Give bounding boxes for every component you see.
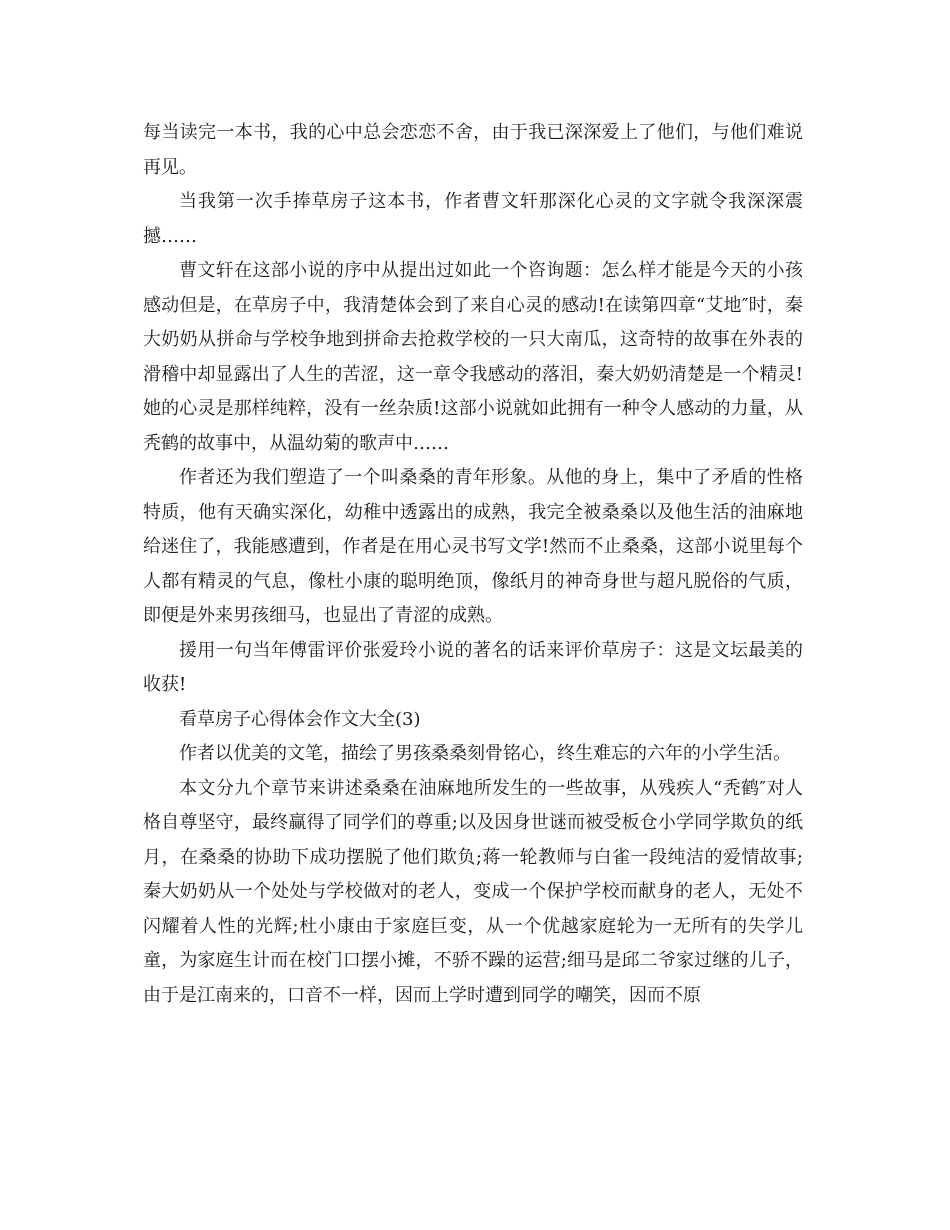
paragraph-6: 作者以优美的文笔，描绘了男孩桑桑刻骨铭心，终生难忘的六年的小学生活。 — [179, 743, 791, 764]
document-body — [143, 116, 803, 1013]
paragraph-5: 援用一句当年傅雷评价张爱玲小说的著名的话来评价草房子：这是文坛最美的收获! — [143, 639, 803, 695]
paragraph-4: 作者还为我们塑造了一个叫桑桑的青年形象。从他的身上，集中了矛盾的性格特质，他有天确实深化，幼稚中透露出的成熟，我完全被桑桑以及他生活的油麻地给迷住了，我能感遭到，作者是在用心灵书写文学!然而不止桑桑，这部小说里每个人都有精灵的气息，像杜小康的聪明绝顶，像纸月的神奇身世与超凡脱俗的气质，即便是外来男孩细马，也显出了青涩的成熟。 — [143, 467, 803, 626]
paragraph-7: 本文分九个章节来讲述桑桑在油麻地所发生的一些故事，从残疾人“秃鹤″对人格自尊坚守，最终赢得了同学们的尊重;以及因身世谜而被受板仓小学同学欺负的纸月，在桑桑的协助下成功摆脱了他们欺负;蒋一轮教师与白雀一段纯洁的爱情故事;秦大奶奶从一个处处与学校做对的老人，变成一个保护学校而献身的老人，无处不闪耀着人性的光辉;杜小康由于家庭巨变，从一个优越家庭轮为一无所有的失学儿童，为家庭生计而在校门口摆小摊，不骄不躁的运营;细马是邱二爷家过继的儿子，由于是江南来的，口音不一样，因而上学时遭到同学的嘲笑，因而不原 — [143, 777, 803, 1006]
section-heading: 看草房子心得体会作文大全(3) — [179, 708, 421, 730]
paragraph-3: 曹文轩在这部小说的序中从提出过如此一个咨询题：怎么样才能是今天的小孩感动但是，在草房子中，我清楚体会到了来自心灵的感动!在读第四章“艾地″时，秦大奶奶从拼命与学校争地到拼命去抢救学校的一只大南瓜，这奇特的故事在外表的滑稽中却显露出了人生的苦涩，这一章令我感动的落泪，秦大奶奶清楚是一个精灵!她的心灵是那样纯粹，没有一丝杂质!这部小说就如此拥有一种令人感动的力量，从秃鹤的故事中，从温幼菊的歌声中…… — [143, 260, 803, 454]
paragraph-1: 每当读完一本书，我的心中总会恋恋不舍，由于我已深深爱上了他们，与他们难说再见。 — [143, 122, 803, 178]
paragraph-2: 当我第一次手捧草房子这本书，作者曹文轩那深化心灵的文字就令我深深震撼…… — [143, 191, 803, 247]
